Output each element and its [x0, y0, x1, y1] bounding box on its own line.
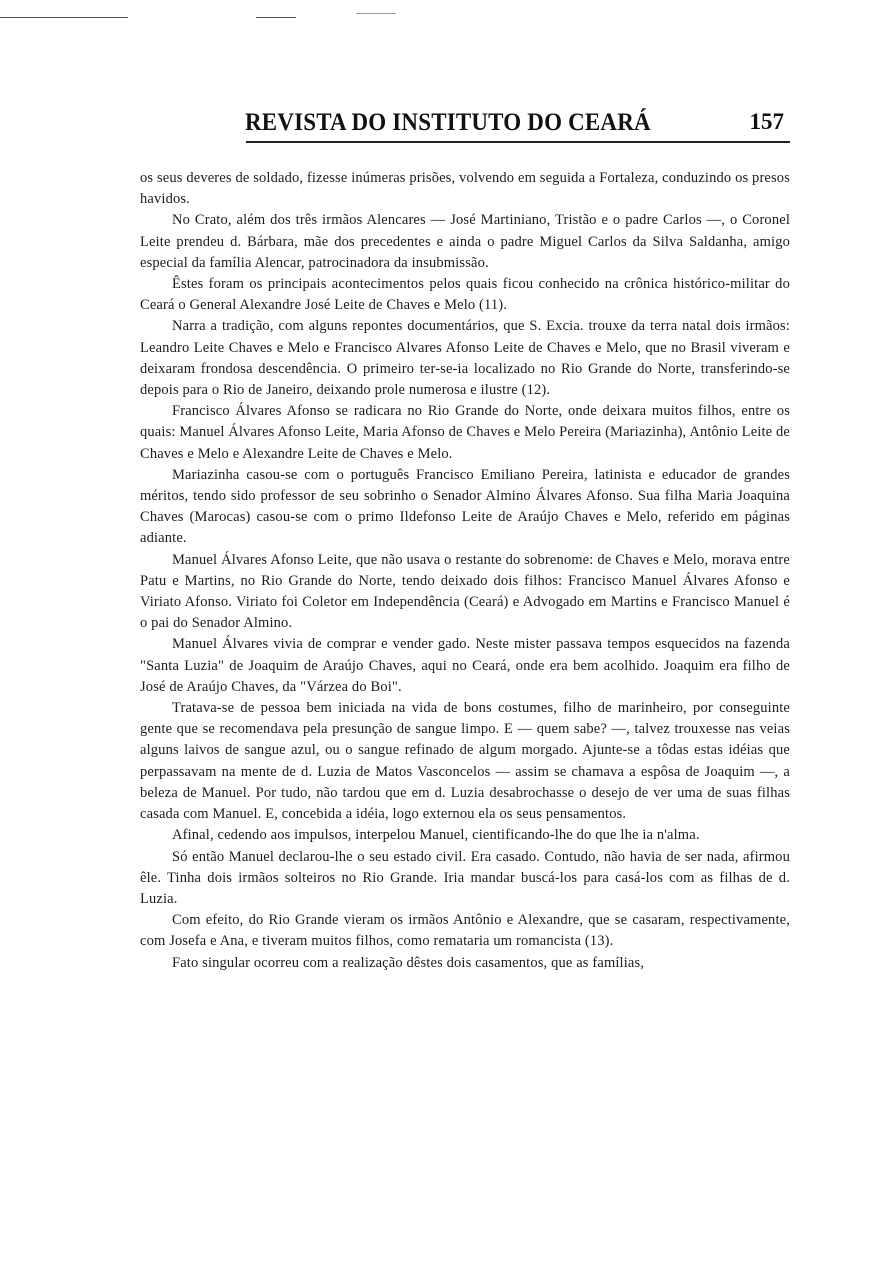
paragraph: Êstes foram os principais acontecimentos pelos quais ficou conhecido na crônica histórico-militar do Ceará o General Alexandre José Leite de Chaves e Melo (11).	[140, 276, 790, 314]
paragraph: Só então Manuel declarou-lhe o seu estado civil. Era casado. Contudo, não havia de ser nada, afirmou êle. Tinha dois irmãos solteiros no Rio Grande. Iria mandar buscá-los para casá-los com as filhas de d. Luzia.	[140, 848, 790, 907]
paragraph: Manuel Álvares Afonso Leite, que não usava o restante do sobrenome: de Chaves e Melo, morava entre Patu e Martins, no Rio Grande do Norte, tendo deixado dois filhos: Francisco Manuel Álvares Afonso e Viriato Afonso. Viriato foi Coletor em Independência (Ceará) e Advogado em Martins e Francisco Manuel é o pai do Senador Almino.	[140, 551, 790, 632]
paragraph: Narra a tradição, com alguns repontes documentários, que S. Excia. trouxe da terra natal dois irmãos: Leandro Leite Chaves e Melo e Francisco Alvares Afonso Leite de Chaves e Melo, que no Brasil viveram e deixaram frondosa descendência. O primeiro ter-se-ia localizado no Rio Grande do Norte, transferindo-se depois para o Rio de Janeiro, deixando prole numerosa e ilustre (12).	[140, 318, 790, 399]
paragraph: Mariazinha casou-se com o português Francisco Emiliano Pereira, latinista e educador de grandes méritos, tendo sido professor de seu sobrinho o Senador Almino Álvares Afonso. Sua filha Maria Joaquina Chaves (Marocas) casou-se com o primo Ildefonso Leite de Araújo Chaves e Melo, referido em páginas adiante.	[140, 466, 790, 547]
paragraph: os seus deveres de soldado, fizesse inúmeras prisões, volvendo em seguida a Fortaleza, conduzindo os presos havidos.	[140, 170, 790, 208]
page-number: 157	[749, 109, 784, 134]
paragraph: No Crato, além dos três irmãos Alencares — José Martiniano, Tristão e o padre Carlos —, o Coronel Leite prendeu d. Bárbara, mãe dos precedentes e ainda o padre Miguel Carlos da Silva Saldanha, amigo especial da família Alencar, patrocinadora da insubmissão.	[140, 212, 790, 271]
paragraph: Com efeito, do Rio Grande vieram os irmãos Antônio e Alexandre, que se casaram, respectivamente, com Josefa e Ana, e tiveram muitos filhos, como remataria um romancista (13).	[140, 912, 790, 950]
body-text	[140, 168, 790, 974]
paragraph: Afinal, cedendo aos impulsos, interpelou Manuel, cientificando-lhe do que lhe ia n'alma.	[172, 827, 700, 844]
journal-title: REVISTA DO INSTITUTO DO CEARÁ	[245, 109, 651, 136]
scan-artifact-line	[0, 17, 128, 18]
header-rule	[246, 141, 790, 143]
paragraph: Fato singular ocorreu com a realização dêstes dois casamentos, que as famílias,	[172, 954, 645, 971]
paragraph: Francisco Álvares Afonso se radicara no Rio Grande do Norte, onde deixara muitos filhos, entre os quais: Manuel Álvares Afonso Leite, Maria Afonso de Chaves e Melo Pereira (Mariazinha), Antônio Leite de Chaves e Melo e Alexandre Leite de Chaves e Melo.	[140, 403, 790, 462]
paragraph: Tratava-se de pessoa bem iniciada na vida de bons costumes, filho de marinheiro, por conseguinte gente que se recomendava pela presunção de sangue limpo. E — quem sabe? —, talvez trouxesse nas veias alguns laivos de sangue azul, ou o sangue refinado de algum morgado. Ajunte-se a tôdas estas idéias que perpassavam na mente de d. Luzia de Matos Vasconcelos — assim se chamava a espôsa de Joaquim —, a beleza de Manuel. Por tudo, não tardou que em d. Luzia desabrochasse o desejo de ver uma de suas filhas casada com Manuel. E, concebida a idéia, logo externou ela os seus pensamentos.	[140, 700, 790, 823]
running-header	[140, 105, 790, 149]
paragraph: Manuel Álvares vivia de comprar e vender gado. Neste mister passava tempos esquecidos na fazenda "Santa Luzia" de Joaquim de Araújo Chaves, aqui no Ceará, onde era bem acolhido. Joaquim era filho de José de Araújo Chaves, da "Várzea do Boi".	[140, 636, 790, 695]
scan-artifact-line	[356, 13, 396, 14]
scan-artifact-line	[256, 17, 296, 18]
